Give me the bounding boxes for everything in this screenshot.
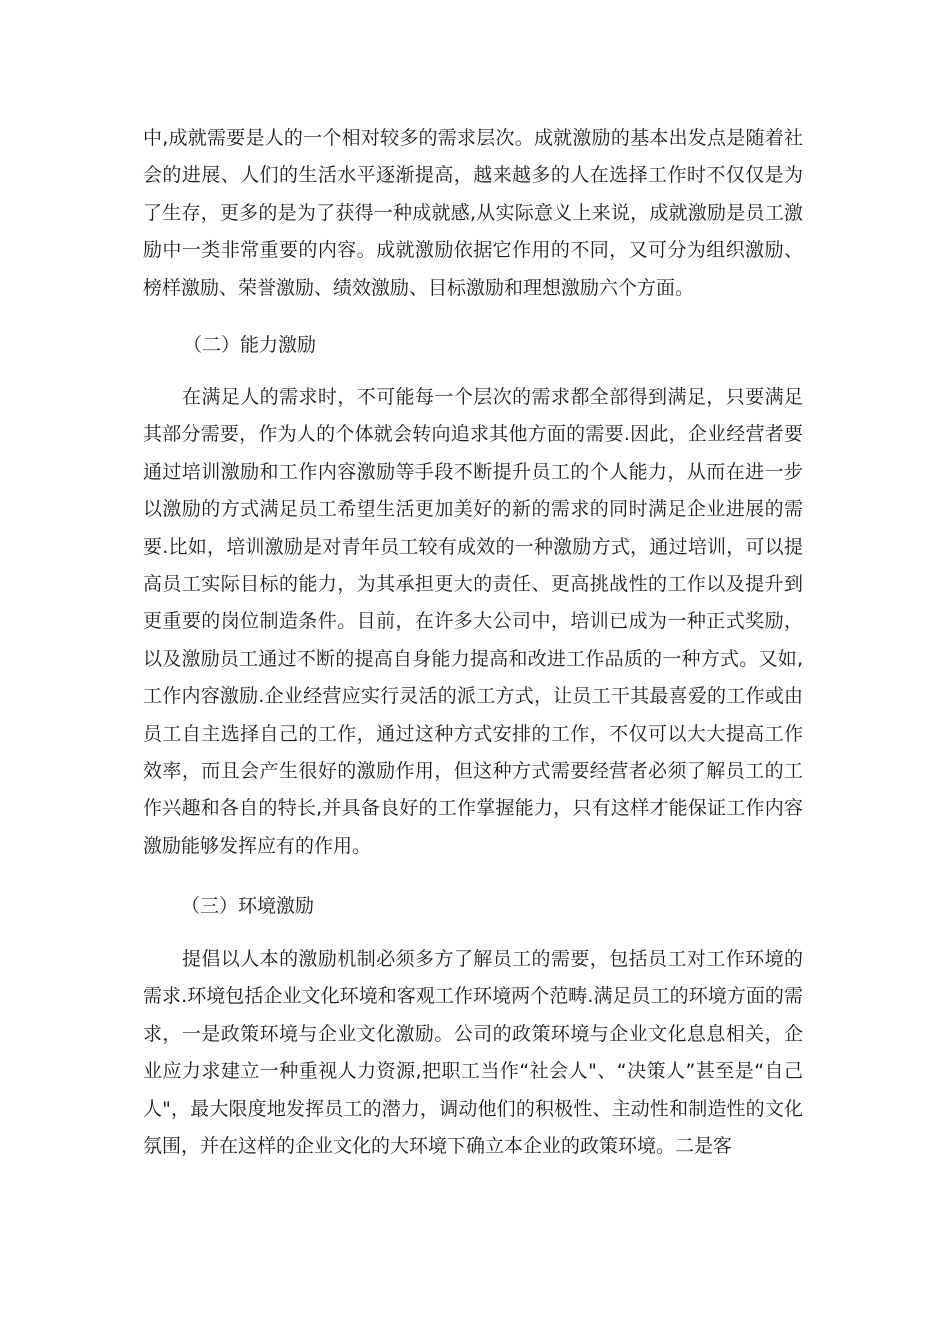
- paragraph-environment-incentive: 提倡以人本的激励机制必须多方了解员工的需要，包括员工对工作环境的需求.环境包括企业文化环境和客观工作环境两个范畴.满足员工的环境方面的需求，一是政策环境与企业文化激励。公司的政策环境与企业文化息息相关，企业应力求建立一种重视人力资源,把职工当作“社会人"、“决策人”甚至是“自己人"，最大限度地发挥员工的潜力，调动他们的积极性、主动性和制造性的文化氛围，并在这样的企业文化的大环境下确立本企业的政策环境。二是客: [143, 948, 803, 1158]
- section-heading-ability-incentive: （二）能力激励: [183, 334, 317, 356]
- paragraph-ability-incentive: 在满足人的需求时，不可能每一个层次的需求都全部得到满足，只要满足其部分需要，作为人的个体就会转向追求其他方面的需要.因此，企业经营者要通过培训激励和工作内容激励等手段不断提升员工的个人能力，从而在进一步以激励的方式满足员工希望生活更加美好的新的需求的同时满足企业进展的需要.比如，培训激励是对青年员工较有成效的一种激励方式，通过培训，可以提高员工实际目标的能力，为其承担更大的责任、更高挑战性的工作以及提升到更重要的岗位制造条件。目前，在许多大公司中，培训已成为一种正式奖励，以及激励员工通过不断的提高自身能力提高和改进工作品质的一种方式。又如,工作内容激励.企业经营应实行灵活的派工方式，让员工干其最喜爱的工作或由员工自主选择自己的工作，通过这种方式安排的工作，不仅可以大大提高工作效率，而且会产生很好的激励作用，但这种方式需要经营者必须了解员工的工作兴趣和各自的特长,并具备良好的工作掌握能力，只有这样才能保证工作内容激励能够发挥应有的作用。: [143, 386, 803, 857]
- section-heading-environment-incentive: （三）环境激励: [181, 895, 315, 917]
- paragraph-continued: 中,成就需要是人的一个相对较多的需求层次。成就激励的基本出发点是随着社会的进展、人们的生活水平逐渐提高，越来越多的人在选择工作时不仅仅是为了生存，更多的是为了获得一种成就感,从实际意义上来说，成就激励是员工激励中一类非常重要的内容。成就激励依据它作用的不同，又可分为组织激励、榜样激励、荣誉激励、绩效激励、目标激励和理想激励六个方面。: [143, 127, 803, 299]
